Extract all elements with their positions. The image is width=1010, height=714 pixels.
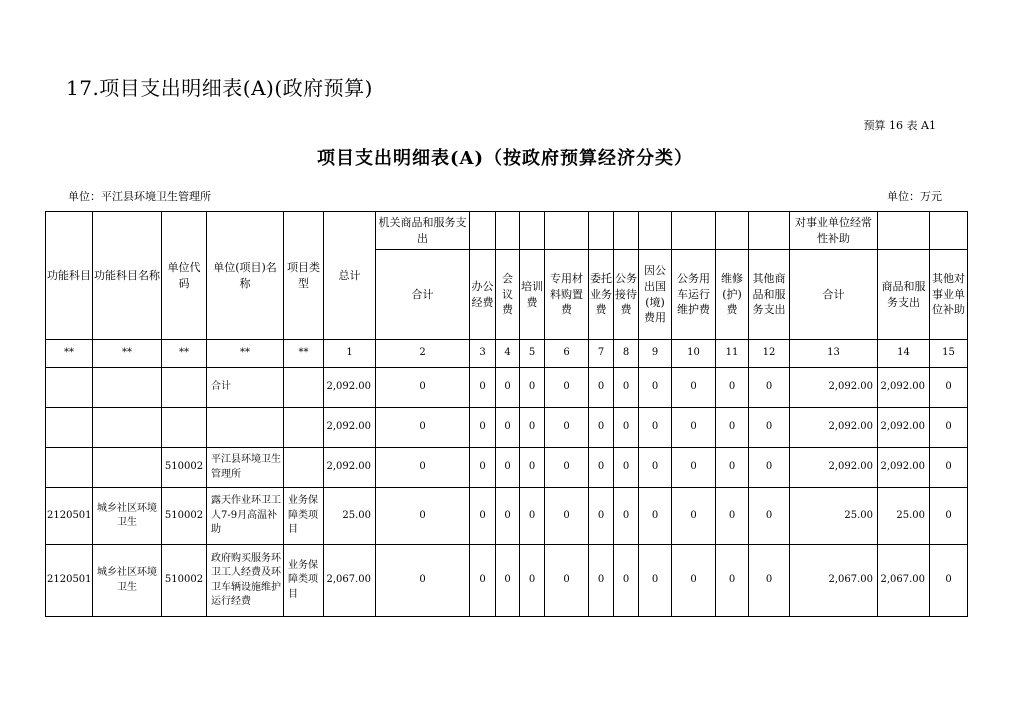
header-subsidy-subtotal: 合计 [790, 250, 878, 340]
header-blank [716, 212, 749, 250]
header-blank [496, 212, 520, 250]
cell-value: 0 [614, 545, 639, 617]
cell-func-name [93, 408, 162, 448]
cell-value: 0 [716, 408, 749, 448]
cell-unit-name: 平江县环境卫生管理所 [207, 448, 284, 488]
cell-unit-code: 510002 [162, 545, 207, 617]
header-group-goods-services: 机关商品和服务支出 [376, 212, 470, 250]
cell-value: 0 [545, 545, 589, 617]
index-cell: ** [207, 340, 284, 368]
cell-project-type [284, 408, 324, 448]
cell-value: 0 [614, 368, 639, 408]
cell-value: 0 [520, 488, 545, 545]
header-blank [672, 212, 716, 250]
index-cell: 13 [790, 340, 878, 368]
cell-func-code: 2120501 [46, 488, 93, 545]
index-cell: 15 [930, 340, 968, 368]
index-cell: ** [162, 340, 207, 368]
cell-value: 0 [672, 448, 716, 488]
index-cell: 4 [496, 340, 520, 368]
cell-value: 0 [614, 448, 639, 488]
cell-value: 0 [639, 448, 672, 488]
header-office-fee: 办公经费 [470, 250, 496, 340]
cell-func-name: 城乡社区环境卫生 [93, 545, 162, 617]
index-cell: 10 [672, 340, 716, 368]
currency-unit-label: 单位：万元 [887, 190, 942, 203]
cell-value: 0 [716, 545, 749, 617]
cell-value: 0 [470, 545, 496, 617]
form-code: 预算 16 表 A1 [863, 119, 936, 132]
cell-value: 0 [614, 488, 639, 545]
cell-project-type [284, 448, 324, 488]
cell-value: 0 [672, 368, 716, 408]
cell-value: 0 [496, 488, 520, 545]
index-cell: 2 [376, 340, 470, 368]
cell-unit-code [162, 368, 207, 408]
cell-value: 0 [376, 448, 470, 488]
cell-value: 0 [496, 448, 520, 488]
header-blank [520, 212, 545, 250]
header-unit-name: 单位(项目)名称 [207, 212, 284, 340]
header-goods-subtotal: 合计 [376, 250, 470, 340]
header-blank [930, 212, 968, 250]
header-blank [749, 212, 790, 250]
index-cell: 6 [545, 340, 589, 368]
table-title: 项目支出明细表(A)（按政府预算经济分类） [317, 148, 693, 169]
cell-value: 0 [545, 368, 589, 408]
header-blank [470, 212, 496, 250]
cell-value: 0 [545, 408, 589, 448]
cell-value: 0 [545, 488, 589, 545]
index-cell: ** [93, 340, 162, 368]
header-reception-fee: 公务接待费 [614, 250, 639, 340]
cell-func-name: 城乡社区环境卫生 [93, 488, 162, 545]
cell-value: 0 [749, 545, 790, 617]
table-row [46, 488, 968, 545]
cell-value: 0 [639, 545, 672, 617]
cell-value: 0 [589, 448, 614, 488]
cell-func-code [46, 408, 93, 448]
index-cell: 7 [589, 340, 614, 368]
cell-value: 0 [496, 545, 520, 617]
cell-value: 0 [589, 545, 614, 617]
index-cell: 5 [520, 340, 545, 368]
cell-value: 0 [520, 368, 545, 408]
cell-value: 0 [672, 545, 716, 617]
cell-other-subsidy: 0 [930, 448, 968, 488]
document-heading: 17.项目支出明细表(A)(政府预算) [66, 76, 373, 100]
cell-value: 0 [470, 488, 496, 545]
header-other-subsidy: 其他对事业单位补助 [930, 250, 968, 340]
cell-total: 2,092.00 [324, 368, 376, 408]
cell-total: 25.00 [324, 488, 376, 545]
header-blank [589, 212, 614, 250]
cell-unit-name: 合计 [207, 368, 284, 408]
cell-other-subsidy: 0 [930, 368, 968, 408]
cell-func-code [46, 448, 93, 488]
header-goods-services: 商品和服务支出 [878, 250, 930, 340]
cell-project-type [284, 368, 324, 408]
cell-value: 0 [376, 408, 470, 448]
cell-value: 0 [716, 368, 749, 408]
header-abroad-fee: 因公出国(境)费用 [639, 250, 672, 340]
cell-subsidy-subtotal: 2,092.00 [790, 368, 878, 408]
cell-goods-services: 2,092.00 [878, 368, 930, 408]
cell-unit-name: 政府购买服务环卫工人经费及环卫车辆设施维护运行经费 [207, 545, 284, 617]
cell-unit-code: 510002 [162, 488, 207, 545]
cell-value: 0 [589, 408, 614, 448]
cell-goods-services: 2,092.00 [878, 448, 930, 488]
cell-value: 0 [639, 488, 672, 545]
cell-func-code [46, 368, 93, 408]
cell-func-code: 2120501 [46, 545, 93, 617]
cell-unit-code [162, 408, 207, 448]
header-blank [878, 212, 930, 250]
cell-unit-code: 510002 [162, 448, 207, 488]
unit-name-label: 单位：平江县环境卫生管理所 [68, 190, 211, 203]
cell-func-name [93, 368, 162, 408]
header-blank [639, 212, 672, 250]
cell-value: 0 [639, 368, 672, 408]
header-blank [614, 212, 639, 250]
cell-value: 0 [749, 448, 790, 488]
cell-goods-services: 25.00 [878, 488, 930, 545]
header-project-type: 项目类型 [284, 212, 324, 340]
cell-value: 0 [716, 488, 749, 545]
table-row [46, 408, 968, 448]
cell-value: 0 [520, 448, 545, 488]
index-row [46, 340, 968, 368]
cell-goods-services: 2,092.00 [878, 408, 930, 448]
header-total: 总计 [324, 212, 376, 340]
index-cell: 11 [716, 340, 749, 368]
header-blank [545, 212, 589, 250]
header-commission-fee: 委托业务费 [589, 250, 614, 340]
cell-value: 0 [639, 408, 672, 448]
header-group-subsidy: 对事业单位经常性补助 [790, 212, 878, 250]
table-row [46, 368, 968, 408]
cell-value: 0 [672, 488, 716, 545]
cell-value: 0 [545, 448, 589, 488]
cell-value: 0 [589, 488, 614, 545]
cell-project-type: 业务保障类项目 [284, 545, 324, 617]
header-func-code: 功能科目 [46, 212, 93, 340]
header-vehicle-fee: 公务用车运行维护费 [672, 250, 716, 340]
index-cell: 14 [878, 340, 930, 368]
cell-value: 0 [376, 545, 470, 617]
cell-value: 0 [496, 368, 520, 408]
cell-value: 0 [376, 488, 470, 545]
cell-value: 0 [470, 448, 496, 488]
cell-other-subsidy: 0 [930, 488, 968, 545]
header-repair-fee: 维修(护)费 [716, 250, 749, 340]
cell-value: 0 [749, 488, 790, 545]
cell-value: 0 [749, 408, 790, 448]
table-row [46, 545, 968, 617]
header-unit-code: 单位代码 [162, 212, 207, 340]
index-cell: 8 [614, 340, 639, 368]
cell-subsidy-subtotal: 2,067.00 [790, 545, 878, 617]
cell-value: 0 [749, 368, 790, 408]
cell-other-subsidy: 0 [930, 545, 968, 617]
cell-value: 0 [672, 408, 716, 448]
cell-value: 0 [716, 448, 749, 488]
cell-value: 0 [520, 545, 545, 617]
header-materials-fee: 专用材料购置费 [545, 250, 589, 340]
cell-value: 0 [470, 408, 496, 448]
cell-value: 0 [614, 408, 639, 448]
cell-other-subsidy: 0 [930, 408, 968, 448]
cell-total: 2,092.00 [324, 408, 376, 448]
cell-subsidy-subtotal: 25.00 [790, 488, 878, 545]
cell-func-name [93, 448, 162, 488]
project-expenditure-table [45, 211, 968, 617]
index-cell: ** [284, 340, 324, 368]
index-cell: 1 [324, 340, 376, 368]
header-training-fee: 培训费 [520, 250, 545, 340]
index-cell: ** [46, 340, 93, 368]
cell-value: 0 [470, 368, 496, 408]
cell-subsidy-subtotal: 2,092.00 [790, 408, 878, 448]
cell-project-type: 业务保障类项目 [284, 488, 324, 545]
cell-unit-name [207, 408, 284, 448]
header-func-name: 功能科目名称 [93, 212, 162, 340]
index-cell: 9 [639, 340, 672, 368]
cell-value: 0 [496, 408, 520, 448]
cell-total: 2,067.00 [324, 545, 376, 617]
header-meeting-fee: 会议费 [496, 250, 520, 340]
cell-unit-name: 露天作业环卫工人7-9月高温补助 [207, 488, 284, 545]
header-other-goods: 其他商品和服务支出 [749, 250, 790, 340]
cell-value: 0 [520, 408, 545, 448]
table-row [46, 448, 968, 488]
index-cell: 3 [470, 340, 496, 368]
cell-value: 0 [376, 368, 470, 408]
cell-total: 2,092.00 [324, 448, 376, 488]
cell-goods-services: 2,067.00 [878, 545, 930, 617]
index-cell: 12 [749, 340, 790, 368]
cell-value: 0 [589, 368, 614, 408]
cell-subsidy-subtotal: 2,092.00 [790, 448, 878, 488]
